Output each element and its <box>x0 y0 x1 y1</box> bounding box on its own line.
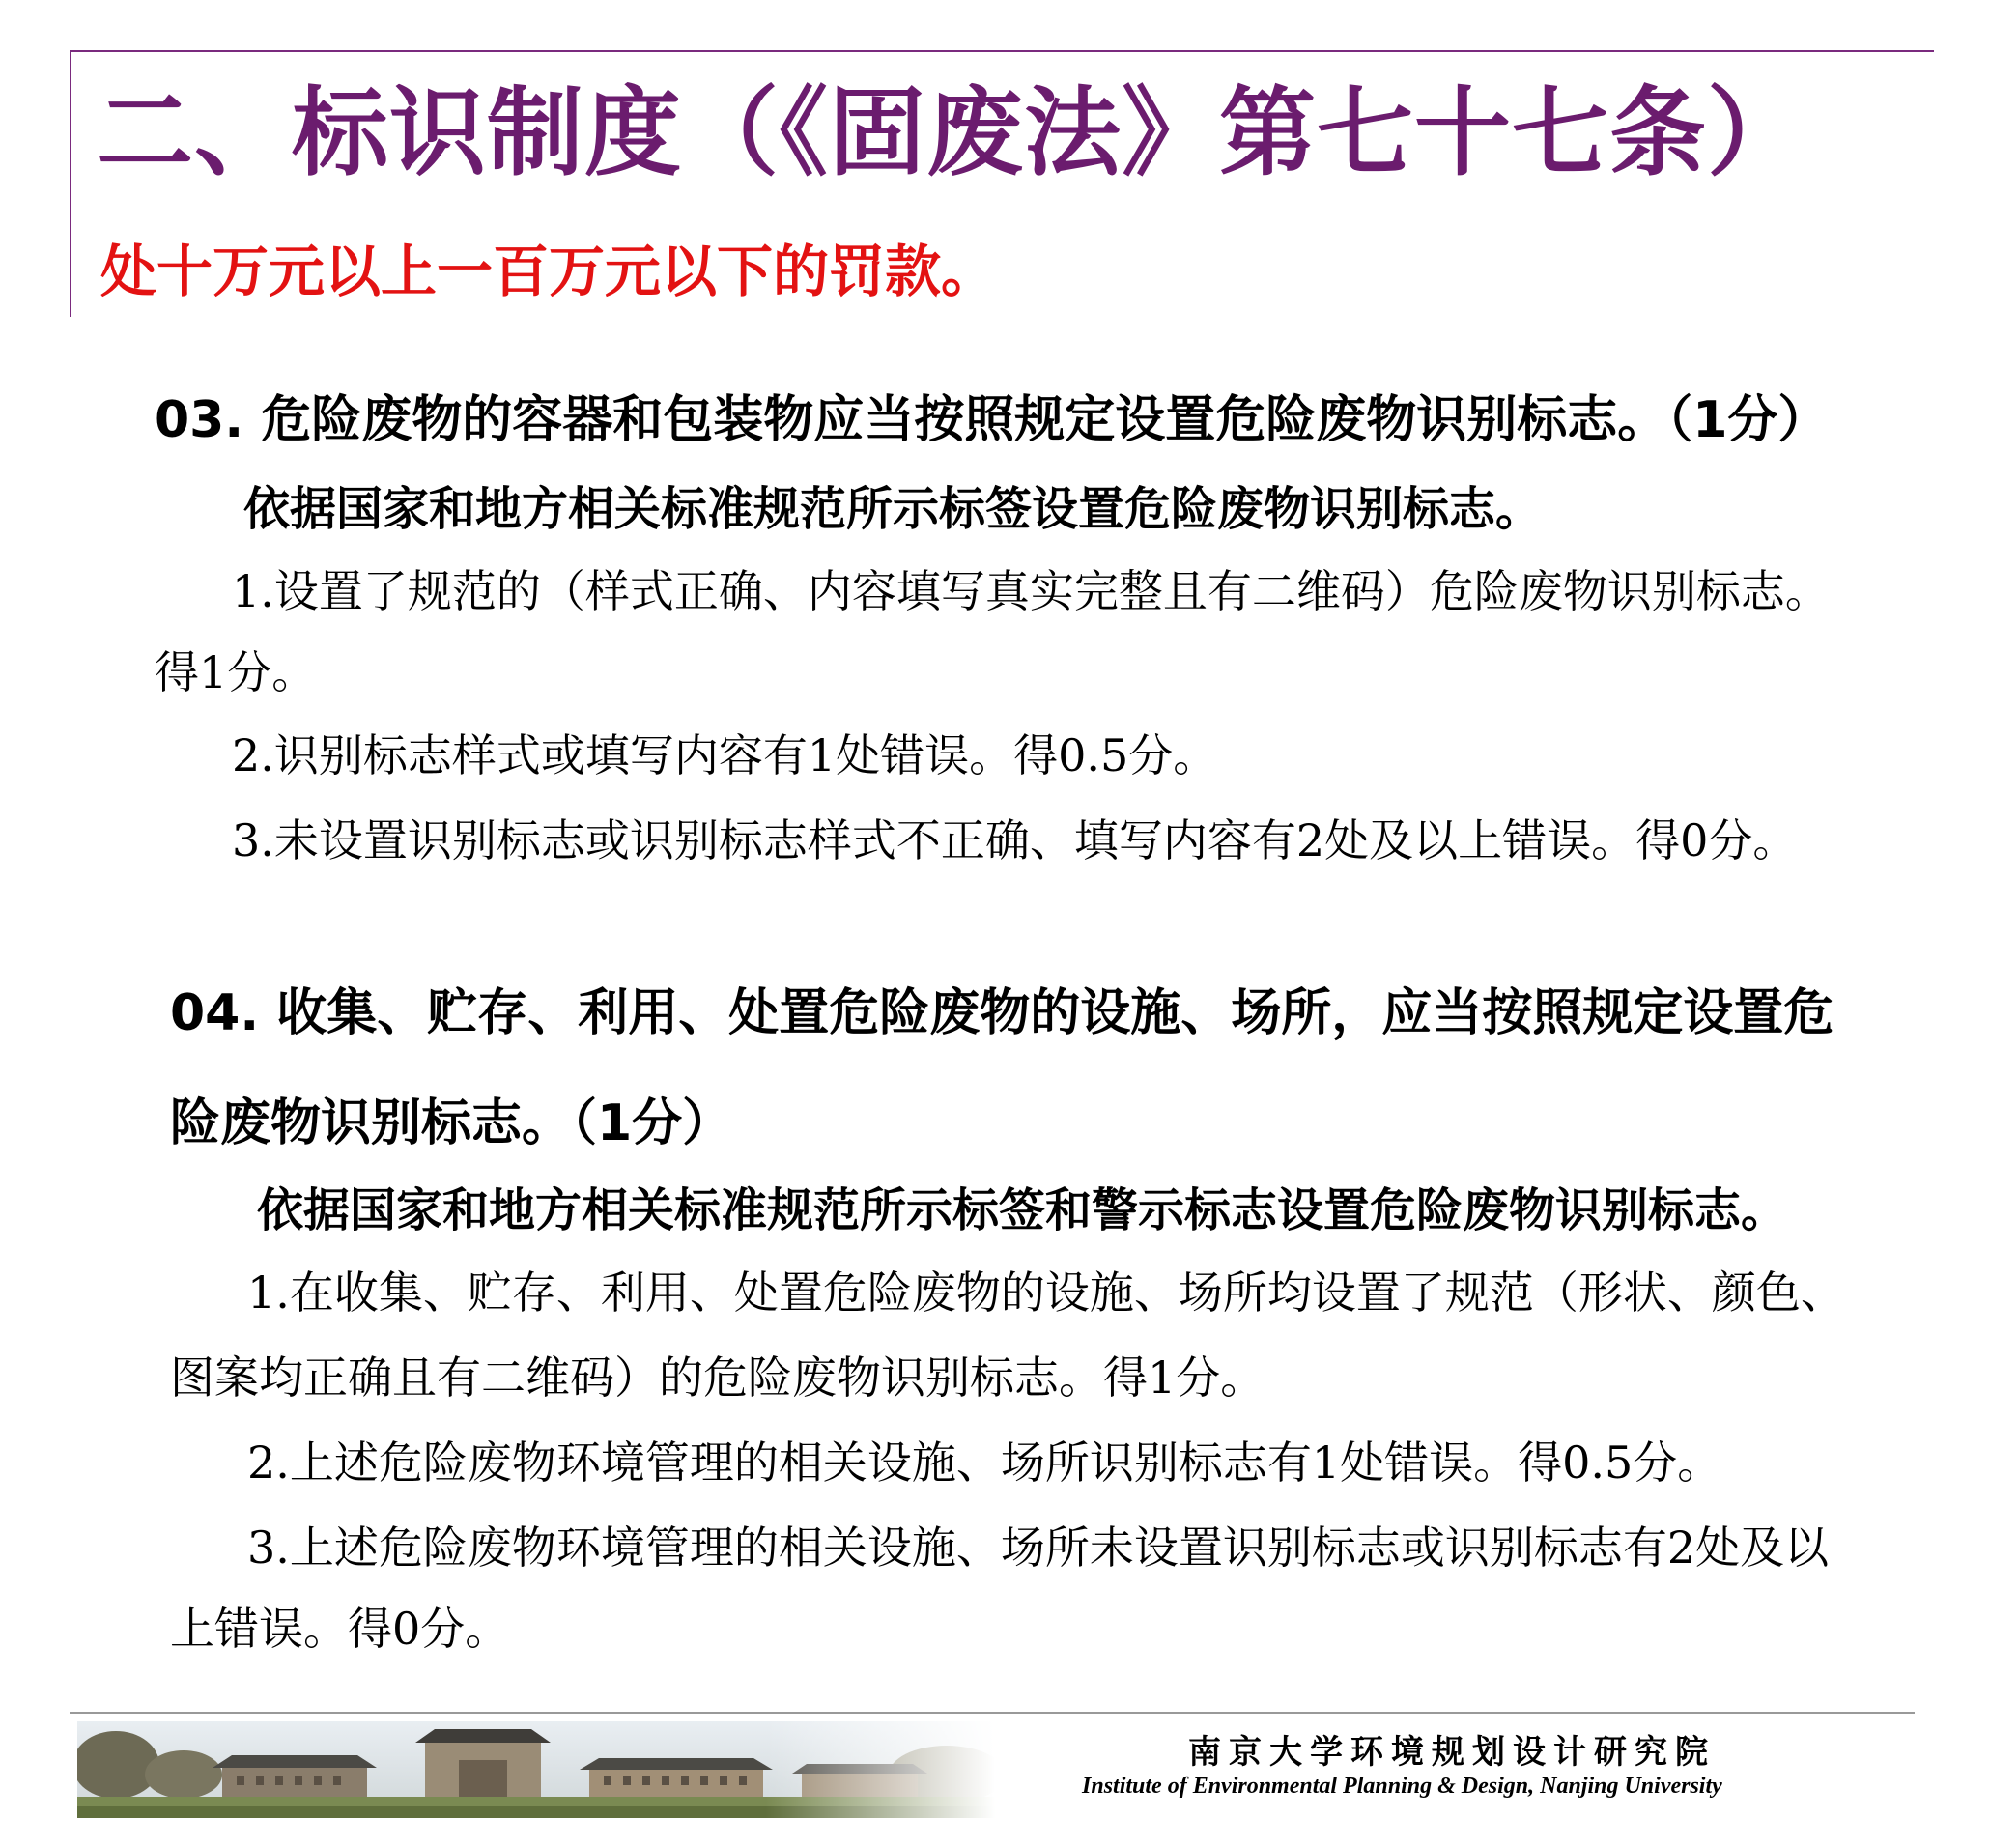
top-rule <box>70 50 1934 52</box>
section-04-item1-line1: 1.在收集、贮存、利用、处置危险废物的设施、场所均设置了规范（形状、颜色、 <box>247 1266 1845 1319</box>
page-title: 二、标识制度（《固废法》第七十七条） <box>97 76 1805 189</box>
section-04-basis: 依据国家和地方相关标准规范所示标签和警示标志设置危险废物识别标志。 <box>257 1183 1788 1237</box>
section-03-item2: 2.识别标志样式或填写内容有1处错误。得0.5分。 <box>232 729 1218 782</box>
section-04-item3-line2: 上错误。得0分。 <box>170 1603 510 1655</box>
penalty-subtitle: 处十万元以上一百万元以下的罚款。 <box>100 239 998 304</box>
section-04-item3-line1: 3.上述危险废物环境管理的相关设施、场所未设置识别标志或识别标志有2处及以 <box>247 1521 1830 1574</box>
section-04-heading-line1: 04. 收集、贮存、利用、处置危险废物的设施、场所，应当按照规定设置危 <box>170 984 1834 1042</box>
section-03-item3: 3.未设置识别标志或识别标志样式不正确、填写内容有2处及以上错误。得0分。 <box>232 814 1798 867</box>
left-rule <box>70 50 71 317</box>
section-04-heading-line2: 险废物识别标志。（1分） <box>170 1095 733 1152</box>
section-03-heading: 03. 危险废物的容器和包装物应当按照规定设置危险废物识别标志。（1分） <box>155 391 1829 449</box>
section-03-basis: 依据国家和地方相关标准规范所示标签设置危险废物识别标志。 <box>243 482 1543 536</box>
section-04-item1-line2: 图案均正确且有二维码）的危险废物识别标志。得1分。 <box>170 1351 1265 1404</box>
institute-name-english: Institute of Environmental Planning & Design, Nanjing University <box>1082 1774 1722 1799</box>
section-04-item2: 2.上述危险废物环境管理的相关设施、场所识别标志有1处错误。得0.5分。 <box>247 1436 1722 1489</box>
section-03-item1-line1: 1.设置了规范的（样式正确、内容填写真实完整且有二维码）危险废物识别标志。 <box>232 565 1830 617</box>
institute-name-chinese: 南京大学环境规划设计研究院 <box>1188 1733 1716 1772</box>
footer-rule <box>70 1712 1915 1714</box>
section-03-item1-line2: 得1分。 <box>155 646 317 698</box>
campus-photo-banner <box>77 1721 995 1818</box>
